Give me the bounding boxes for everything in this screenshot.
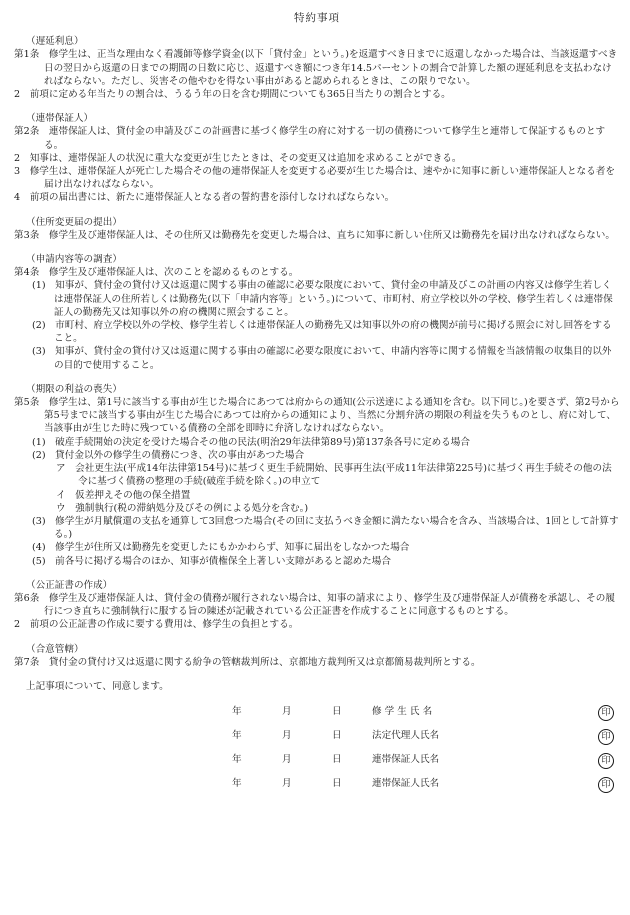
signature-row (14, 701, 620, 725)
article-sub-item: (3) 修学生が月賦償還の支払を通算して3回怠つた場合(その回に支払うべき金額に満たない場合を含み、当該場合は、1回として計算する。) (32, 515, 619, 541)
year-label: 年 (232, 730, 242, 742)
article-section (14, 216, 620, 242)
section-heading: （公正証書の作成） (26, 579, 113, 591)
signer-label: 修 学 生 氏 名 (372, 706, 433, 718)
month-label: 月 (282, 778, 292, 790)
section-heading: （住所変更届の提出） (26, 216, 122, 228)
day-label: 日 (332, 754, 342, 766)
article-clause: 第2条 連帯保証人は、貸付金の申請及びこの計画書に基づく修学生の府に対する一切の債務について修学生と連帯して保証するものとする。 (14, 126, 606, 151)
article-section (14, 643, 620, 669)
article-section (14, 579, 620, 632)
page-title: 特約事項 (294, 12, 340, 24)
article-clause: 3 修学生は、連帯保証人が死亡した場合その他の連帯保証人を変更する必要が生じた場合は、速やかに知事に新しい連帯保証人となる者を届け出なければならない。 (14, 166, 615, 191)
article-sub-item: ア 会社更生法(平成14年法律第154号)に基づく更生手続開始、民事再生法(平成11年法律第225号)に基づく再生手続その他の法令に基づく債務の整理の手続(破産手続を除く。)の申立て (56, 463, 612, 488)
month-label: 月 (282, 730, 292, 742)
article-clause: 2 前項の公正証書の作成に要する費用は、修学生の負担とする。 (14, 619, 299, 631)
article-sub-item: (2) 貸付金以外の修学生の債務につき、次の事由があつた場合 (32, 449, 305, 461)
seal-mark-icon: 印 (598, 705, 614, 721)
section-heading: （期限の利益の喪失） (26, 383, 122, 395)
month-label: 月 (282, 706, 292, 718)
day-label: 日 (332, 778, 342, 790)
signature-row (14, 725, 620, 749)
year-label: 年 (232, 706, 242, 718)
article-sub-item: (4) 修学生が住所又は勤務先を変更したにもかかわらず、知事に届出をしなかつた場合 (32, 542, 410, 554)
signer-label: 連帯保証人氏名 (372, 754, 440, 766)
article-clause: 第6条 修学生及び連帯保証人は、貸付金の債務が履行されない場合は、知事の請求により、修学生及び連帯保証人が債務を承認し、その履行につき直ちに強制執行に服する旨の陳述が記載されている公正証書を作成することに同意するものとする。 (14, 592, 615, 618)
article-clause: 第4条 修学生及び連帯保証人は、次のことを認めるものとする。 (14, 267, 299, 279)
section-heading: （合意管轄） (26, 643, 84, 655)
article-sub-item: (3) 知事が、貸付金の貸付け又は返還に関する事由の確認に必要な限度において、申請内容等に関する情報を当該情報の収集目的以外の目的で使用すること。 (32, 346, 612, 371)
seal-mark-icon: 印 (598, 777, 614, 793)
article-clause: 4 前項の届出書には、新たに連帯保証人となる者の誓約書を添付しなければならない。 (14, 192, 395, 204)
article-clause: 2 知事は、連帯保証人の状況に重大な変更が生じたときは、その変更又は追加を求めることができる。 (14, 152, 462, 164)
section-heading: （連帯保証人） (26, 113, 94, 125)
day-label: 日 (332, 706, 342, 718)
document (14, 12, 620, 797)
seal-mark-icon: 印 (598, 753, 614, 769)
article-sub-item: イ 仮差押えその他の保全措置 (56, 489, 191, 501)
article-clause: 第1条 修学生は、正当な理由なく看護師等修学資金(以下「貸付金」という。)を返還すべき日までに返還しなかった場合は、当該返還すべき日の翌日から返還の日までの期間の日数に応じ、返還すべき額につき年14.5パーセントの割合で計算した額の遅延利息を支払わなければならない。ただし、災害その他やむを得ない事由があると認められるときは、この限りでない。 (14, 49, 618, 87)
article-section (14, 112, 620, 204)
year-label: 年 (232, 754, 242, 766)
signer-label: 法定代理人氏名 (372, 730, 440, 742)
day-label: 日 (332, 730, 342, 742)
month-label: 月 (282, 754, 292, 766)
article-sub-item: (5) 前各号に掲げる場合のほか、知事が債権保全上著しい支障があると認めた場合 (32, 555, 391, 567)
section-heading: （遅延利息） (26, 36, 84, 48)
article-clause: 第5条 修学生は、第1号に該当する事由が生じた場合にあつては府からの通知(公示送達による通知を含む。以下同じ。)を要さず、第2号から第5号までに該当する事由が生じた場合にあつては府からの通知により、当然に分割弁済の期限の利益を失うものとし、府に対して、当該事由が生じた時に残つている債務の全部を即時に弁済しなければならない。 (14, 397, 620, 435)
article-section (14, 35, 620, 101)
article-section (14, 383, 620, 568)
articles (14, 35, 620, 669)
article-clause: 第7条 貸付金の貸付け又は返還に関する紛争の管轄裁判所は、京都地方裁判所又は京都簡易裁判所とする。 (14, 656, 481, 668)
article-sub-item: (1) 破産手続開始の決定を受けた場合その他の民法(明治29年法律第89号)第137条各号に定める場合 (32, 436, 470, 448)
article-sub-item: (1) 知事が、貸付金の貸付け又は返還に関する事由の確認に必要な限度において、貸付金の申請及びこの計画の内容又は修学生若しくは連帯保証人の住所若しくは勤務先(以下「申請内容等」という。)について、市町村、府立学校以外の学校、修学生若しくは連帯保証人の勤務先又は知事以外の府の機関に照会すること。 (32, 280, 613, 318)
seal-mark-icon: 印 (598, 729, 614, 745)
signature-row (14, 773, 620, 797)
article-sub-item: (2) 市町村、府立学校以外の学校、修学生若しくは連帯保証人の勤務先又は知事以外の府の機関が前号に掲げる照会に対し回答をすること。 (32, 320, 612, 345)
article-section (14, 253, 620, 372)
signer-label: 連帯保証人氏名 (372, 778, 440, 790)
article-sub-item: ウ 強制執行(税の滞納処分及びその例による処分を含む。) (56, 502, 309, 514)
year-label: 年 (232, 778, 242, 790)
signature-row (14, 749, 620, 773)
consent-statement: 上記事項について、同意します。 (26, 680, 169, 692)
section-heading: （申請内容等の調査） (26, 254, 122, 266)
article-clause: 第3条 修学生及び連帯保証人は、その住所又は勤務先を変更した場合は、直ちに知事に新しい住所又は勤務先を届け出なければならない。 (14, 229, 615, 241)
signature-block (14, 701, 620, 797)
article-clause: 2 前項に定める年当たりの割合は、うるう年の日を含む期間についても365日当たりの割合とする。 (14, 89, 451, 101)
